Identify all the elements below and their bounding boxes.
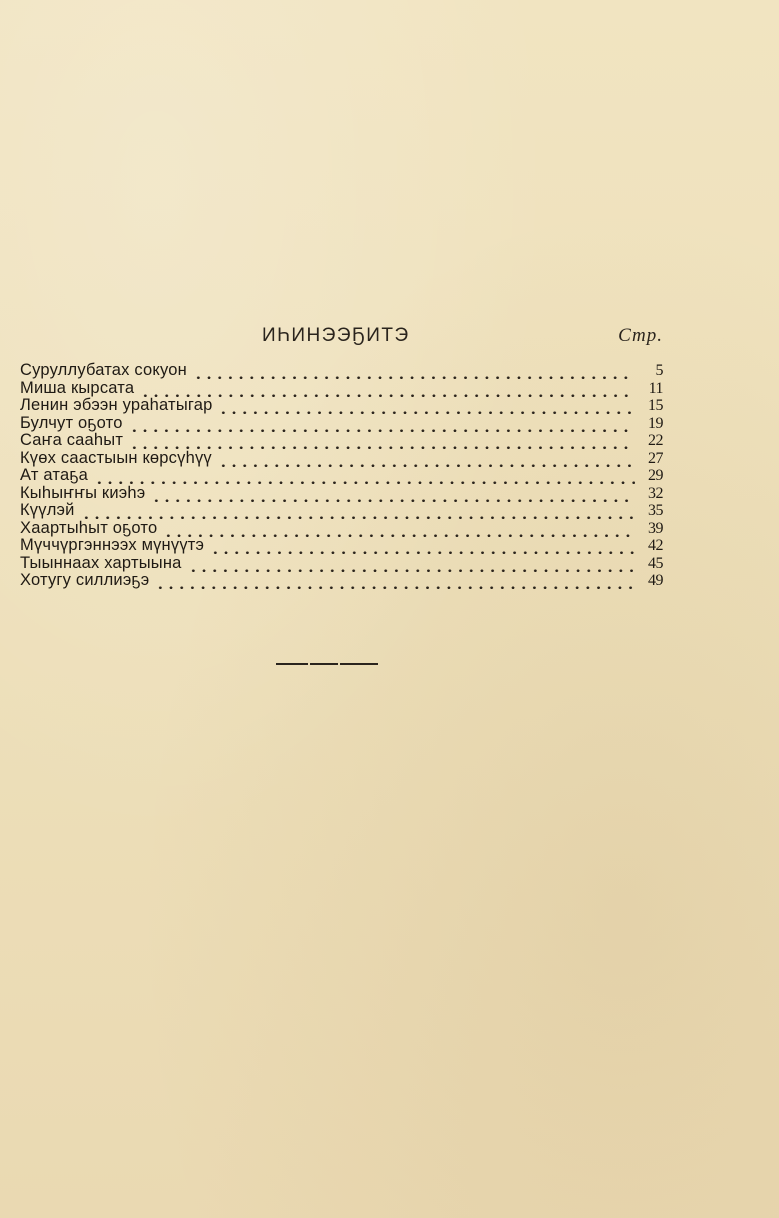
rule-segment <box>310 663 338 665</box>
toc-entry-title: Хотугу силлиэҕэ <box>20 572 150 589</box>
toc-entry-title: Күөх саастыын көрсүһүү <box>20 449 212 467</box>
page-column-label: Стр. <box>618 325 663 346</box>
toc-entry-page: 32 <box>648 484 663 502</box>
toc-entry-title: Ленин эбээн ураһатыгар <box>20 397 213 414</box>
toc-entry-page: 39 <box>648 519 663 537</box>
leader-dots <box>92 467 635 485</box>
closing-rule <box>276 663 378 666</box>
toc-entry <box>20 520 663 538</box>
leader-dots <box>79 502 635 520</box>
leader-dots <box>127 415 635 433</box>
toc-entry-title: Булчут оҕото <box>20 414 123 432</box>
toc-entry-page: 45 <box>648 554 663 572</box>
toc-entry-title: Тыыннаах хартыына <box>20 554 182 572</box>
toc-entry-page: 5 <box>655 362 663 379</box>
rule-segment <box>340 663 378 665</box>
toc-entry-title: Саҥа сааһыт <box>20 432 124 449</box>
leader-dots <box>191 362 635 380</box>
toc-entry-page: 22 <box>648 432 663 449</box>
toc-entry-page: 42 <box>648 537 663 554</box>
toc-entry-title: Күүлэй <box>20 502 75 519</box>
toc-entry-page: 15 <box>648 397 663 414</box>
toc-entry <box>20 397 663 415</box>
toc-entry <box>20 362 663 380</box>
toc-entry <box>20 537 663 555</box>
leader-dots <box>186 555 635 573</box>
table-of-contents <box>20 362 663 590</box>
leader-dots <box>138 380 635 398</box>
toc-entry <box>20 555 663 573</box>
leader-dots <box>216 450 635 468</box>
toc-entry <box>20 572 663 590</box>
toc-entry-title: Мүччүргэннээх мүнүүтэ <box>20 537 205 554</box>
toc-entry-page: 29 <box>648 467 663 484</box>
toc-entry <box>20 450 663 468</box>
toc-entry <box>20 467 663 485</box>
contents-title: ИҺИНЭЭҔИТЭ <box>262 325 410 346</box>
toc-entry-title: Хаартыһыт оҕото <box>20 519 158 537</box>
toc-entry-page: 19 <box>648 414 663 432</box>
leader-dots <box>153 572 635 590</box>
leader-dots <box>208 537 635 555</box>
leader-dots <box>127 432 635 450</box>
toc-entry-title: Ат атаҕа <box>20 467 88 484</box>
toc-entry <box>20 485 663 503</box>
toc-entry-title: Миша кырсата <box>20 379 135 397</box>
toc-entry <box>20 502 663 520</box>
toc-entry-title: Кыһыҥҥы киэһэ <box>20 484 146 502</box>
toc-entry <box>20 415 663 433</box>
leader-dots <box>216 397 635 415</box>
contents-heading <box>20 323 663 353</box>
toc-entry-page: 49 <box>648 572 663 589</box>
toc-entry <box>20 380 663 398</box>
toc-entry <box>20 432 663 450</box>
toc-entry-page: 11 <box>648 379 663 397</box>
toc-entry-page: 27 <box>648 449 663 467</box>
rule-segment <box>276 663 308 665</box>
toc-entry-title: Суруллубатах сокуон <box>20 362 187 379</box>
toc-entry-page: 35 <box>648 502 663 519</box>
leader-dots <box>161 520 635 538</box>
leader-dots <box>149 485 635 503</box>
